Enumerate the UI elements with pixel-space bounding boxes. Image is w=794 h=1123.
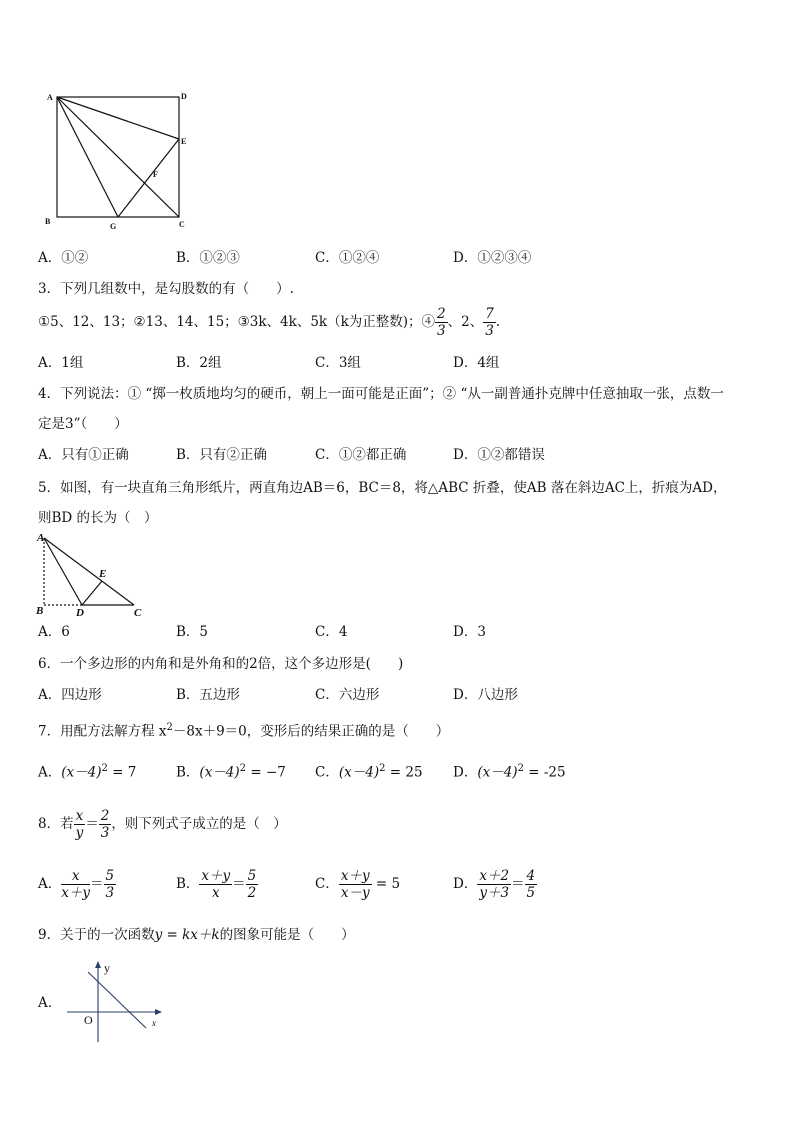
q6-stem: 6．一个多边形的内角和是外角和的2倍，这个多边形是( ): [38, 656, 404, 672]
tri-label-E: E: [99, 568, 107, 580]
q8-c-letter: C．: [315, 876, 339, 892]
q8-xy-frac: [74, 808, 86, 841]
q8-post: ，则下列式子成立的是（ ）: [111, 816, 287, 832]
q8-a-rhs: [104, 868, 117, 901]
q3-f2-den: 3: [485, 323, 494, 339]
q3-fraction-1: [435, 306, 448, 339]
q3-end: .: [495, 314, 501, 330]
q3-f1-num: 2: [437, 306, 446, 322]
q4-option-b[interactable]: B．只有②正确: [176, 447, 267, 463]
q8-c-den: x－y: [340, 885, 370, 901]
q8-b-eq: ＝: [232, 876, 246, 892]
q9-option-a-label[interactable]: A．: [38, 995, 62, 1011]
q8-b-letter: B．: [176, 876, 200, 892]
q8-option-d[interactable]: [453, 868, 537, 901]
q2-option-c[interactable]: C．①②④: [315, 250, 380, 266]
q9-pre: 9．关于的一次函数: [38, 927, 155, 943]
q6-option-c[interactable]: C．六边形: [315, 687, 380, 703]
q8-c-lhs: [339, 868, 372, 901]
tri-label-B: B: [36, 605, 44, 617]
q5-option-b[interactable]: B．5: [176, 624, 209, 640]
tri-label-C: C: [134, 607, 142, 619]
q7-d-letter: D．: [453, 764, 478, 781]
q3-f1-den: 3: [437, 323, 446, 339]
q7-c-rhs: = 25: [389, 764, 423, 781]
label-C: C: [179, 220, 185, 229]
q3-option-a[interactable]: A．1组: [38, 355, 84, 371]
q7-a-base: (x－4): [61, 764, 102, 781]
q8-a-lhs: [61, 868, 90, 901]
label-F: F: [153, 170, 158, 179]
q7-option-b[interactable]: [176, 763, 286, 782]
q8-three: 3: [100, 825, 110, 841]
q8-d-lhs: [477, 868, 511, 901]
q5-line-1: 5．如图，有一块直角三角形纸片，两直角边AB＝6，BC＝8，将△ABC 折叠，使AB 落在斜边AC上，折痕为AD，: [38, 480, 727, 496]
q8-pre: 8．若: [38, 816, 74, 832]
q8-a-rhs-num: 5: [105, 868, 115, 884]
q8-y: y: [75, 825, 84, 841]
label-A: A: [47, 93, 53, 102]
q8-option-a[interactable]: [38, 868, 116, 901]
q7-a-letter: A．: [38, 764, 62, 781]
q7-c-letter: C．: [315, 764, 339, 781]
q9-axis-x: x: [152, 1018, 156, 1028]
triangle-figure: [30, 530, 150, 622]
q9-post: 的图象可能是（ ）: [219, 927, 355, 943]
q7-b-rhs: = −7: [250, 764, 286, 781]
q8-b-lhs: [199, 868, 232, 901]
label-E: E: [181, 137, 187, 146]
q2-option-d[interactable]: D．①②③④: [453, 250, 532, 266]
q7-d-rhs: = -25: [528, 764, 566, 781]
q8-b-rhs: [246, 868, 259, 901]
q3-sep: 、2、: [447, 314, 484, 330]
q8-option-c[interactable]: [315, 868, 400, 901]
q5-option-d[interactable]: D．3: [453, 624, 486, 640]
q6-option-b[interactable]: B．五边形: [176, 687, 240, 703]
tri-label-D: D: [76, 607, 84, 619]
q6-option-a[interactable]: A．四边形: [38, 687, 102, 703]
q8-option-b[interactable]: [176, 868, 258, 901]
label-D: D: [181, 92, 187, 101]
q3-option-b[interactable]: B．2组: [176, 355, 222, 371]
q3-fraction-2: [483, 306, 496, 339]
q4-option-d[interactable]: D．①②都错误: [453, 447, 545, 463]
square-figure: [40, 86, 200, 232]
q7-b-base: (x－4): [199, 764, 240, 781]
q8-b-rhs-den: 2: [247, 885, 257, 901]
q8-d-letter: D．: [453, 876, 478, 892]
q8-stem: [38, 808, 287, 841]
q7-stem: [38, 722, 449, 741]
q8-d-rhs-den: 5: [526, 885, 536, 901]
q8-c-num: x＋y: [340, 868, 370, 884]
q7-c-base: (x－4): [338, 764, 380, 781]
q7-c-sq: 2: [379, 763, 386, 774]
q8-d-rhs: [525, 868, 538, 901]
q8-two: 2: [100, 808, 110, 824]
q7-d-sq: 2: [517, 763, 524, 774]
q7-option-a[interactable]: [38, 763, 136, 782]
q7-eq: －8x＋9＝0: [172, 723, 247, 740]
q8-a-letter: A．: [38, 876, 62, 892]
q8-d-rhs-num: 4: [526, 868, 536, 884]
q4-line-1: 4．下列说法：① “掷一枚质地均匀的硬币，朝上一面可能是正面”；② “从一副普通扑克牌中任意抽取一张，点数一: [38, 386, 724, 402]
q6-option-d[interactable]: D．八边形: [453, 687, 518, 703]
q8-a-rhs-den: 3: [105, 885, 115, 901]
q7-b-letter: B．: [176, 764, 200, 781]
q7-option-c[interactable]: [315, 763, 423, 782]
q8-d-eq: ＝: [511, 876, 525, 892]
q7-post: ，变形后的结果正确的是（ ）: [246, 723, 450, 740]
q8-d-num: x＋2: [479, 868, 510, 884]
q3-option-c[interactable]: C．3组: [315, 355, 361, 371]
q9-stem: [38, 926, 355, 944]
q3-items-prefix: ①5、12、13；②13、14、15；③3k、4k、5k（k为正整数)；④: [38, 314, 436, 330]
q5-option-a[interactable]: A．6: [38, 624, 70, 640]
q9-func: y = kx＋k: [154, 927, 220, 943]
q8-b-den: x: [211, 885, 220, 901]
q7-sq: 2: [166, 722, 173, 733]
q4-option-c[interactable]: C．①②都正确: [315, 447, 407, 463]
q7-a-rhs: = 7: [112, 764, 137, 781]
q8-eq: ＝: [85, 816, 99, 832]
q8-x: x: [75, 808, 84, 824]
q9-axis-y: y: [104, 961, 110, 975]
q3-f2-num: 7: [485, 306, 494, 322]
q7-a-sq: 2: [101, 763, 108, 774]
tri-label-A: A: [37, 532, 45, 544]
q8-a-den: x＋y: [61, 885, 90, 901]
q8-23-frac: [99, 808, 112, 841]
q8-a-eq: ＝: [90, 876, 104, 892]
q3-option-d[interactable]: D．4组: [453, 355, 500, 371]
q9-origin: O: [84, 1013, 93, 1027]
q7-pre: 7．用配方法解方程 x: [38, 723, 167, 740]
q7-b-sq: 2: [239, 763, 247, 774]
q2-option-b[interactable]: B．①②③: [176, 250, 240, 266]
q7-option-d[interactable]: [453, 763, 566, 782]
q8-c-rhs: = 5: [375, 876, 401, 892]
q9-graph-a: [62, 956, 167, 1046]
q4-line-2: 定是3”（ ）: [38, 416, 128, 432]
q4-option-a[interactable]: A．只有①正确: [38, 447, 129, 463]
q3-items: [38, 306, 500, 339]
q8-b-num: x＋y: [201, 868, 231, 884]
label-G: G: [110, 222, 117, 231]
q8-d-den: y＋3: [479, 885, 510, 901]
q5-line-2: 则BD 的长为（ ）: [38, 510, 158, 526]
q8-b-rhs-num: 5: [247, 868, 257, 884]
q8-a-num: x: [61, 868, 90, 885]
label-B: B: [45, 217, 51, 226]
q3-stem: 3．下列几组数中，是勾股数的有（ ）.: [38, 281, 294, 297]
q5-option-c[interactable]: C．4: [315, 624, 348, 640]
q7-d-base: (x－4): [477, 764, 518, 781]
q2-option-a[interactable]: A．①②: [38, 250, 89, 266]
